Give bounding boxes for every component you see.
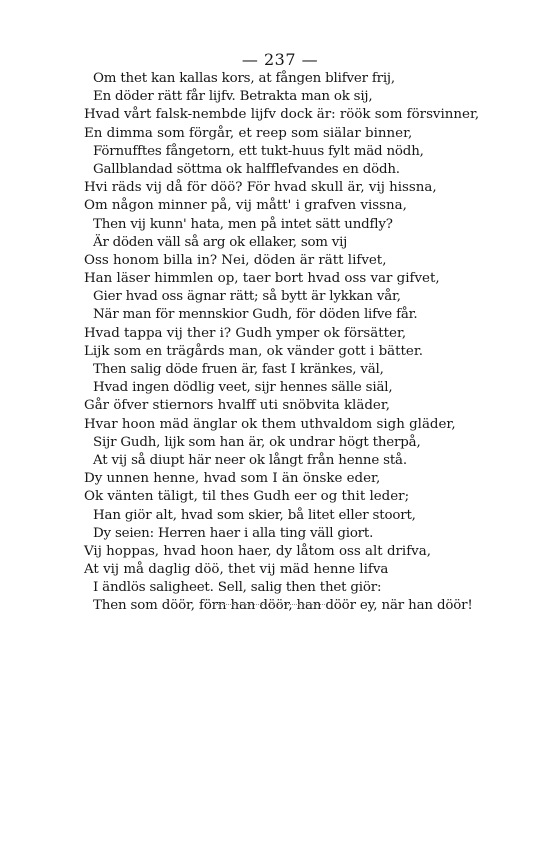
verse-line: At vij så diupt här neer ok långt från henne stå. [93,452,407,468]
verse-line: Hvad vårt falsk-nembde lijfv dock är: röök som försvinner, [84,107,480,123]
verse-line: Lijk som en trägårds man, ok vänder gott i bätter. [84,343,424,359]
verse-line: I ändlös saligheet. Sell, salig then thet giör: [93,580,382,596]
verse-line: At vij må daglig döö, thet vij mäd henne lifva [84,562,389,578]
verse-line: En dimma som förgår, et reep som siälar binner, [84,125,413,141]
verse-line: Går öfver stiernors hvalff uti snöbvita kläder, [84,398,391,414]
verse-line: Dy seien: Herren haer i alla ting väll giort. [93,525,374,541]
verse-line: Sijr Gudh, lijk som han är, ok undrar högt therpå, [93,434,421,450]
verse-line: Gier hvad oss ägnar rätt; så bytt är lykkan vår, [93,289,401,305]
poem-text [84,70,484,616]
verse-line: Then salig döde fruen är, fast I kränkes, väl, [93,362,384,377]
verse-line: Hvi räds vij då för döö? För hvad skull är, vij hissna, [84,180,437,196]
end-divider [213,604,325,605]
verse-line: Then vij kunn' hata, men på intet sätt undfly? [93,216,393,232]
verse-line: Hvad ingen dödlig veet, sijr hennes sälle siäl, [93,380,393,396]
verse-line: Vij hoppas, hvad hoon haer, dy låtom oss alt drifva, [84,543,431,559]
verse-line: Han giör alt, hvad som skier, bå litet eller stoort, [93,507,416,523]
verse-line: Ok vänten täligt, til thes Gudh eer og thit leder; [84,489,410,505]
verse-line: En döder rätt får lijfv. Betrakta man ok sij, [93,89,373,105]
verse-line: När man för mennskior Gudh, för döden lifve får. [93,307,418,323]
page-number: — 237 — [241,50,319,69]
verse-line: Om thet kan kallas kors, at fången blifver frij, [93,71,395,86]
verse-line: Oss honom billa in? Nei, döden är rätt lifvet, [84,252,387,268]
verse-line: Förnufftes fångetorn, ett tukt-huus fylt mäd nödh, [93,143,424,159]
verse-line: Dy unnen henne, hvad som I än önske eder, [84,471,381,487]
verse-line: Är döden väll så arg ok ellaker, som vij [93,234,348,250]
verse-line: Om någon minner på, vij mått' i grafven vissna, [84,198,407,214]
verse-line: Han läser himmlen op, taer bort hvad oss var gifvet, [84,271,440,287]
verse-line: Then som döör, förn han döör, han döör ey, när han döör! [93,598,473,614]
verse-line: Hvar hoon mäd änglar ok them uthvaldom sigh gläder, [84,416,456,432]
verse-line: Gallblandad söttma ok halfflefvandes en dödh. [93,161,400,177]
verse-line: Hvad tappa vij ther i? Gudh ymper ok försätter, [84,325,407,341]
